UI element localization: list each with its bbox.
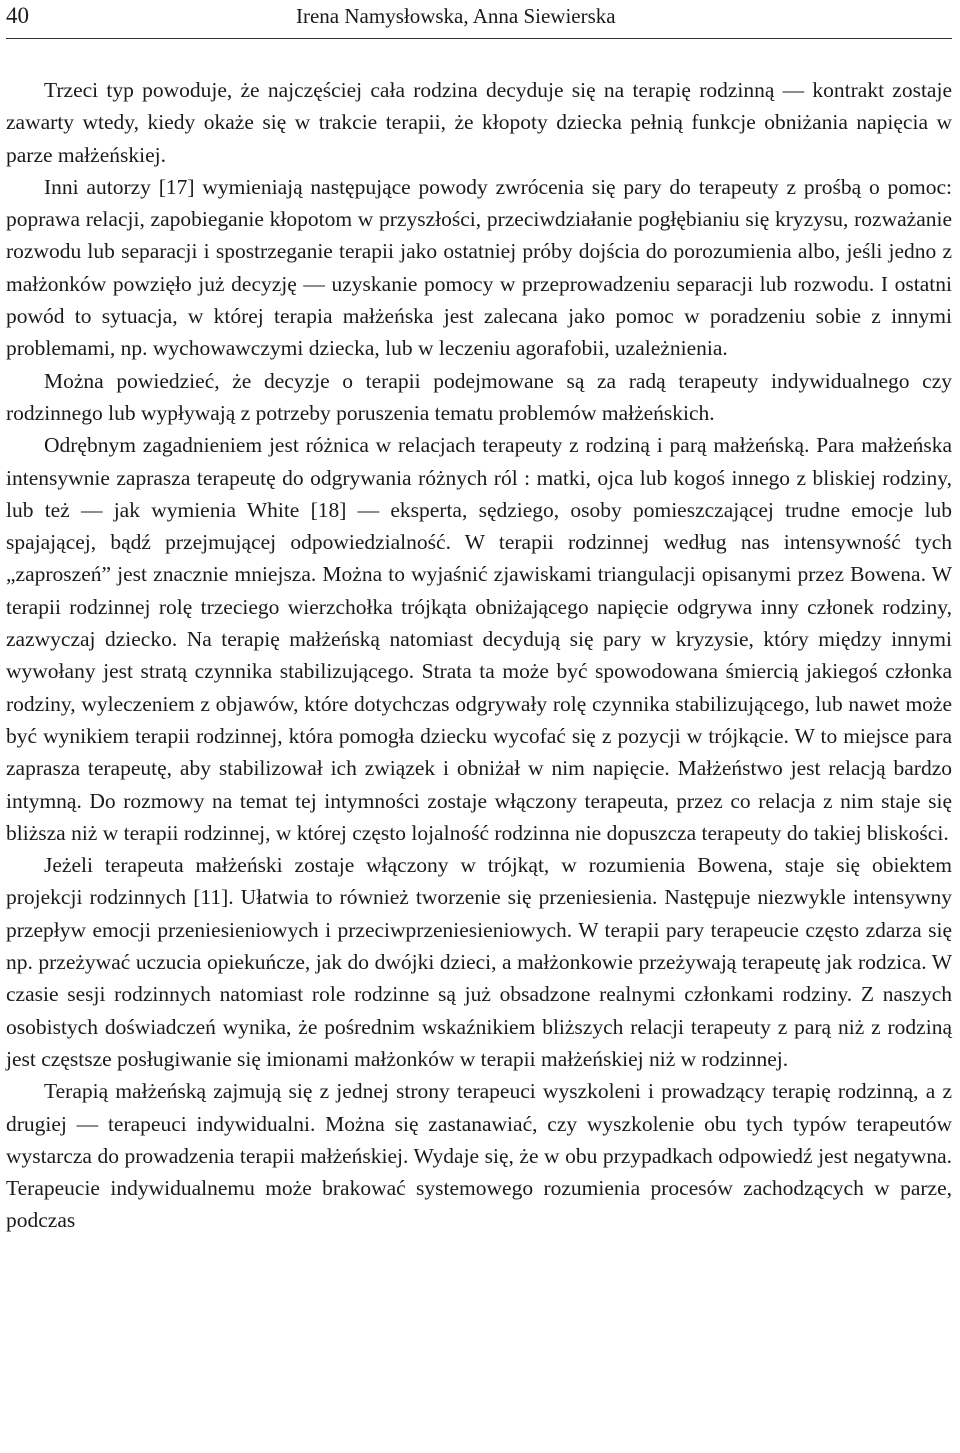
- paragraph: Można powiedzieć, że decyzje o terapii podejmowane są za radą terapeuty indywidualnego czy rodzinnego lub wypływają z potrzeby poruszenia tematu problemów małżeńskich.: [6, 368, 952, 425]
- page-number: 40: [6, 3, 29, 28]
- paragraph: Jeżeli terapeuta małżeński zostaje włączony w trójkąt, w rozumienia Bowena, staje się obiektem projekcji rodzinnych [11]. Ułatwia to również tworzenie się przeniesienia. Następuje niezwykle intensywny przepływ emocji przeniesieniowych i przeciwprzeniesieniowych. W terapii pary terapeucie często zdarza się np. przeżywać uczucia opiekuńcze, jak do dwójki dzieci, a małżonkowie przeżywają terapeutę jak rodzica. W czasie sesji rodzinnych natomiast role rodzinne są już obsadzone realnymi członkami rodziny. Z naszych osobistych doświadczeń wynika, że pośrednim wskaźnikiem bliższych relacji terapeuty z parą niż z rodziną jest częstsze posługiwanie się imionami małżonków w terapii małżeńskiej niż w rodzinnej.: [6, 853, 952, 1071]
- paragraph: Inni autorzy [17] wymieniają następujące powody zwrócenia się pary do terapeuty z prośbą o pomoc: poprawa relacji, zapobieganie kłopotom w przyszłości, przeciwdziałanie pogłębianiu się kryzysu, rozważanie rozwodu lub separacji i spostrzeganie terapii jako ostatniej próby dojścia do porozumienia albo, jeśli jedno z małżonków powzięło już decyzję — uzyskanie pomocy w przeprowadzeniu separacji lub rozwodu. I ostatni powód to sytuacja, w której terapia małżeńska jest zalecana jako pomoc w poradzeniu sobie z innymi problemami, np. wychowawczymi dziecka, lub w leczeniu agorafobii, uzależnienia.: [6, 174, 952, 361]
- page-header: [6, 0, 952, 39]
- paragraph: Odrębnym zagadnieniem jest różnica w relacjach terapeuty z rodziną i parą małżeńską. Para małżeńska intensywnie zaprasza terapeutę do odgrywania różnych ról : matki, ojca lub kogoś innego z bliskiej rodziny, lub też — jak wymienia White [18] — eksperta, sędziego, osoby pomieszczającej trudne emocje lub spajającej, bądź przejmującej odpowiedzialność. W terapii rodzinnej według nas intensywność tych „zaproszeń” jest znacznie mniejsza. Można to wyjaśnić zjawiskami triangulacji opisanymi przez Bowena. W terapii rodzinnej rolę trzeciego wierzchołka trójkąta obniżającego napięcie odgrywa inny członek rodziny, zazwyczaj dziecko. Na terapię małżeńską natomiast decydują się pary w kryzysie, który między innymi wywołany jest stratą czynnika stabilizującego. Strata ta może być spowodowana śmiercią jakiegoś członka rodziny, wyleczeniem z objawów, które dotychczas odgrywały rolę czynnika stabilizującego, lub nawet może być wynikiem terapii rodzinnej, która pomogła dziecku wycofać się z pozycji w trójkącie. W to miejsce para zaprasza terapeutę, aby stabilizował ich związek i obniżał w nim napięcie. Małżeństwo jest relacją bardzo intymną. Do rozmowy na temat tej intymności zostaje włączony terapeuta, przez co relacja z nim staje się bliższa niż w terapii rodzinnej, w której często lojalność rodzinna nie dopuszcza terapeuty do takiej bliskości.: [6, 433, 952, 845]
- article-body: [6, 74, 952, 1237]
- running-title: Irena Namysłowska, Anna Siewierska: [296, 4, 616, 28]
- paragraph: Terapią małżeńską zajmują się z jednej strony terapeuci wyszkoleni i prowadzący terapię rodzinną, a z drugiej — terapeuci indywidualni. Można się zastanawiać, czy wyszkolenie obu tych typów terapeutów wystarcza do prowadzenia terapii małżeńskiej. Wydaje się, że w obu przypadkach odpowiedź jest negatywna. Terapeucie indywidualnemu może brakować systemowego rozumienia procesów zachodzących w parze, podczas: [6, 1079, 952, 1233]
- paragraph: Trzeci typ powoduje, że najczęściej cała rodzina decyduje się na terapię rodzinną — kontrakt zostaje zawarty wtedy, kiedy okaże się w trakcie terapii, że kłopoty dziecka pełnią funkcje obniżania napięcia w parze małżeńskiej.: [6, 78, 952, 167]
